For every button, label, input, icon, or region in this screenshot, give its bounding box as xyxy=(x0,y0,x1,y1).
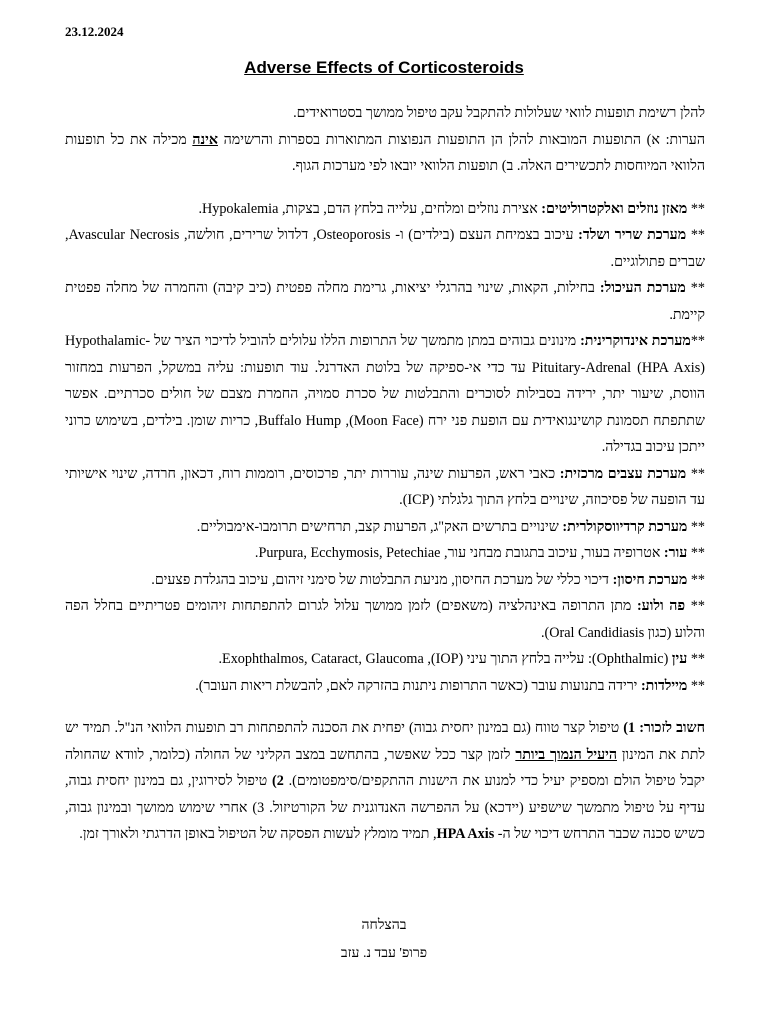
important-hpa: HPA Axis xyxy=(436,826,495,842)
important-text-1: טיפול קצר טווח (גם במינון יחסית גבוה) יפחית את הסכנה להתפתחות רב תופעות הלוואי הנ"ל. תמיד יש לתת את המינון xyxy=(65,720,705,763)
list-item: ** מערכת עצבים מרכזית: כאבי ראש, הפרעות שינה, עוררות יתר, פרכוסים, רוממות רוח, דכאון, חרדה, שינוי אישיותי עד הופעה של פסיכוזה, שינויים בלחץ התוך גלגלתי (ICP). xyxy=(65,465,706,508)
item-heading: פה ולוע: xyxy=(636,598,686,614)
item-heading: מערכת עצבים מרכזית: xyxy=(559,465,687,482)
item-text: מינונים גבוהים במתן מתמשך של התרופות הללו עלולים להוביל לדיכוי הציר של Hypothalamic-Pituitary-Adrenal (HPA Axis) עד כדי אי-ספיקה של בלוטת האדרנל. עוד תופעות: עליה במשקל, הפרעות במחזור הווסת, שיעור יתר, ירידה בסבילות לסוכרים והתבלטות של סכרת סמויה, החמרת מצבם של חולים סכרתיים. אפשר שתתפתח תסמונת קושינגואידית עם הופעת פני ירח (Moon Face), Buffalo Hump, כריות שומן. בילדים, בשימוש כרוני ייתכן עיכוב בגדילה. xyxy=(65,333,705,455)
item-heading: מערכת שריר ושלד: xyxy=(578,227,687,243)
signoff-greeting: בהצלחה xyxy=(361,918,407,933)
item-heading: מיילדות: xyxy=(640,677,688,694)
item-text: דיכוי כללי של מערכת החיסון, מניעת התבלטות של סימני זיהום, עיכוב בהגלדת פצעים. xyxy=(151,571,613,588)
document-body xyxy=(65,100,705,848)
item-text: בחילות, הקאות, שינוי בהרגלי יציאות, גרימת מחלה פפטית (כיב קיבה) והחמרה של מחלה פפטית קיימת. xyxy=(65,280,705,323)
signoff-author: פרופ' עבד נ. עזב xyxy=(340,946,428,961)
list-item: ** מערכת קרדיווסקולרית: שינויים בתרשים האק"ג, הפרעות קצב, תרחישים תרומבו-אימבוליים. xyxy=(196,518,705,535)
important-text-3: טיפול לסירוגין, גם במינון יחסית גבוה, עדיף על טיפול מתמשך שישפיע (יידכא) על ההפרשה האנדוגנית של הקורטיזול. 3) אחרי שימוש ממושך ובמינון גבוה, כשיש סכנה שכבר התרחש דיכוי של ה- xyxy=(65,773,705,842)
item-text: ירידה בתנועות עובר (כאשר התרופות ניתנות בהזרקה לאם, להבשלת ריאות העובר). xyxy=(195,677,641,694)
document-date: 23.12.2024 xyxy=(65,24,124,39)
important-text-4: , תמיד מומלץ לעשות הפסקה של הטיפול באופן הדרגתי ולאורך זמן. xyxy=(79,826,437,842)
item-heading: עין xyxy=(671,651,688,667)
important-number-2: 2) xyxy=(272,773,284,789)
list-item: ** פה ולוע: מתן התרופה באינהלציה (משאפים) לזמן ממושך עלול לגרום להתפתחות זיהומים פטריתיים בחלל הפה והלוע (כגון Oral Candidiasis). xyxy=(65,598,705,641)
list-item: ** מיילדות: ירידה בתנועות עובר (כאשר התרופות ניתנות בהזרקה לאם, להבשלת ריאות העובר). xyxy=(195,677,705,694)
item-text: עיכוב בצמיחת העצם (בילדים) ו- Osteoporosis, דלדול שרירים, חולשה, Avascular Necrosis, שברים פתולוגיים. xyxy=(65,227,705,270)
notes-text-2: מכילה את כל תופעות הלוואי המיוחסות לתכשירים האלה. ב) תופעות הלוואי יובאו לפי מערכות הגוף. xyxy=(65,131,705,174)
list-item: ** עין (Ophthalmic): עלייה בלחץ התוך עיני (IOP), Exophthalmos, Cataract, Glaucoma. xyxy=(218,651,705,667)
item-text: מתן התרופה באינהלציה (משאפים) לזמן ממושך עלול לגרום להתפתחות זיהומים פטריתיים בחלל הפה והלוע (כגון Oral Candidiasis). xyxy=(65,598,705,641)
important-heading: חשוב לזכור: xyxy=(639,720,705,736)
item-text: אצירת נוזלים ומלחים, עלייה בלחץ הדם, בצקות, Hypokalemia. xyxy=(198,200,542,217)
item-heading: מערכת העיכול: xyxy=(599,280,686,296)
item-heading: מערכת חיסון: xyxy=(612,571,688,588)
list-item: ** מאזן נוזלים ואלקטרוליטים: אצירת נוזלים ומלחים, עלייה בלחץ הדם, בצקות, Hypokalemia. xyxy=(198,200,705,217)
item-text: שינויים בתרשים האק"ג, הפרעות קצב, תרחישים תרומבו-אימבוליים. xyxy=(196,518,563,535)
notes-emphasis: אינה xyxy=(192,131,218,148)
document-title: Adverse Effects of Corticosteroids xyxy=(244,58,524,77)
list-item: **מערכת אינדוקרינית: מינונים גבוהים במתן מתמשך של התרופות הללו עלולים להוביל לדיכוי הציר של Hypothalamic-Pituitary-Adrenal (HPA Axis) עד כדי אי-ספיקה של בלוטת האדרנל. עוד תופעות: עליה במשקל, הפרעות במחזור הווסת, שיעור יתר, ירידה בסבילות לסוכרים והתבלטות של סכרת סמויה, החמרת מצבם של חולים סכרתיים. אפשר שתתפתח תסמונת קושינגואידית עם הופעת פני ירח (Moon Face), Buffalo Hump, כריות שומן. בילדים, בשימוש כרוני ייתכן עיכוב בגדילה. xyxy=(65,333,705,455)
notes-paragraph xyxy=(65,127,705,180)
intro-paragraph: להלן רשימת תופעות לוואי שעלולות להתקבל עקב טיפול ממושך בסטרואידים. xyxy=(293,105,705,121)
list-item: ** מערכת שריר ושלד: עיכוב בצמיחת העצם (בילדים) ו- Osteoporosis, דלדול שרירים, חולשה, Avascular Necrosis, שברים פתולוגיים. xyxy=(65,227,706,270)
item-heading: עור: xyxy=(663,545,688,561)
item-text: אטרופיה בעור, עיכוב בתגובת מבחני עור, Purpura, Ecchymosis, Petechiae. xyxy=(254,545,664,561)
item-heading: מערכת אינדוקרינית: xyxy=(580,333,691,349)
item-text: כאבי ראש, הפרעות שינה, עוררות יתר, פרכוסים, רוממות רוח, דכאון, חרדה, שינוי אישיותי עד הופעה של פסיכוזה, שינויים בלחץ התוך גלגלתי (ICP). xyxy=(65,465,705,508)
important-paragraph xyxy=(65,715,705,848)
notes-text-1: הערות: א) התופעות המובאות להלן הן התופעות הנפוצות המתוארות בספרות והרשימה xyxy=(217,131,705,148)
important-emphasis: היעיל הנמוך ביותר xyxy=(515,746,617,763)
item-heading: מערכת קרדיווסקולרית: xyxy=(562,518,688,535)
list-item: ** עור: אטרופיה בעור, עיכוב בתגובת מבחני עור, Purpura, Ecchymosis, Petechiae. xyxy=(254,545,705,561)
important-number-1: 1) xyxy=(623,720,636,736)
item-text: (Ophthalmic): עלייה בלחץ התוך עיני (IOP), Exophthalmos, Cataract, Glaucoma. xyxy=(218,651,672,667)
item-heading: מאזן נוזלים ואלקטרוליטים: xyxy=(541,200,688,217)
list-item: ** מערכת העיכול: בחילות, הקאות, שינוי בהרגלי יציאות, גרימת מחלה פפטית (כיב קיבה) והחמרה של מחלה פפטית קיימת. xyxy=(65,280,705,323)
important-text-2: לזמן קצר ככל שאפשר, בהתחשב במצב הקליני של החולה (כלומר, לוודא שהחולה יקבל טיפול הולם ומספיק יעיל כדי למנוע את הישנות ההתקפים/סימפטומים). xyxy=(65,746,705,789)
list-item: ** מערכת חיסון: דיכוי כללי של מערכת החיסון, מניעת התבלטות של סימני זיהום, עיכוב בהגלדת פצעים. xyxy=(151,571,705,588)
